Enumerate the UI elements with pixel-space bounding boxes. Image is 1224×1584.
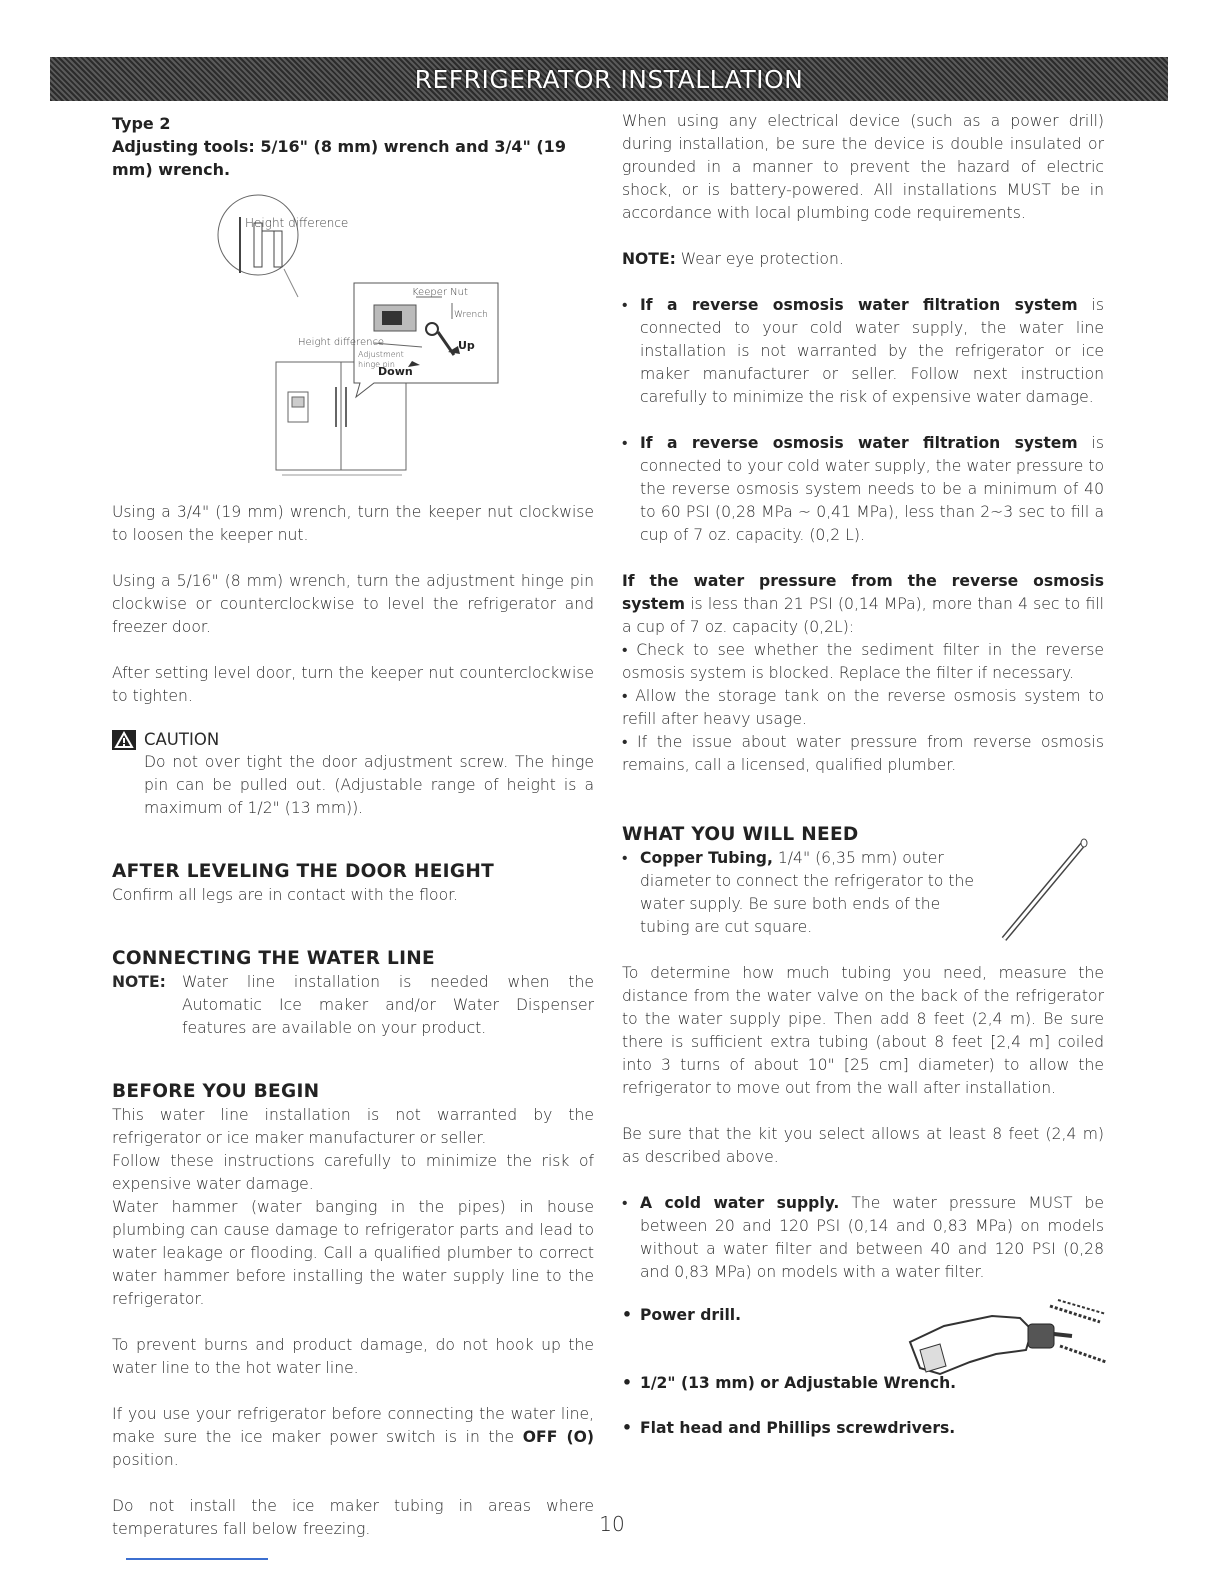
footer-divider bbox=[126, 1558, 268, 1560]
ro1-bold: If a reverse osmosis water filtration system bbox=[640, 296, 1078, 314]
power-drill-icon bbox=[900, 1296, 1110, 1378]
off-text-a: If you use your refrigerator before connecting the water line, make sure the ice maker power switch is in the bbox=[112, 1405, 594, 1446]
down-label: Down bbox=[378, 365, 413, 378]
electrical-paragraph: When using any electrical device (such as a power drill) during installation, be sure the device is double insulated or grounded in a manner to prevent the hazard of electric shock, or is battery-powered. All installations MUST be in accordance with local plumbing code requirements. bbox=[622, 112, 1104, 222]
ro2-bold: If a reverse osmosis water filtration system bbox=[640, 434, 1078, 452]
ro-warranty-bullet bbox=[622, 294, 1104, 409]
cold-water-bullet bbox=[622, 1192, 1104, 1284]
caution-block bbox=[112, 728, 594, 820]
low-pressure-paragraph bbox=[622, 570, 1104, 639]
eye-protection-note bbox=[622, 248, 1104, 271]
freezing-paragraph: Do not install the ice maker tubing in areas where temperatures fall below freezing. bbox=[112, 1497, 594, 1538]
off-text-c: position. bbox=[112, 1451, 179, 1469]
before-line-2: Follow these instructions carefully to minimize the risk of expensive water damage. bbox=[112, 1152, 594, 1193]
kit-paragraph: Be sure that the kit you select allows at least 8 feet (2,4 m) as described above. bbox=[622, 1125, 1104, 1166]
adjustment-label: Adjustment bbox=[358, 350, 404, 359]
before-you-begin-heading: BEFORE YOU BEGIN bbox=[112, 1081, 320, 1102]
type-label: Type 2 bbox=[112, 114, 171, 133]
pressure-text: is less than 21 PSI (0,14 MPa), more than 4 sec to fill a cup of 7 oz. capacity (0,2L): bbox=[622, 595, 1104, 636]
caution-text: Do not over tight the door adjustment screw. The hinge pin can be pulled out. (Adjustable range of height is a maximum of 1/2" (13 mm)). bbox=[144, 753, 594, 817]
cold-text: The water pressure MUST be between 20 and 120 PSI (0,14 and 0,83 MPa) on models without a water filter and between 40 and 120 PSI (0,28 and 0,83 MPa) on models with a water filter. bbox=[640, 1194, 1104, 1281]
page-number: 10 bbox=[599, 1512, 625, 1536]
power-drill-bullet: • Power drill. bbox=[622, 1304, 1104, 1327]
keeper-nut-paragraph: Using a 3/4" (19 mm) wrench, turn the keeper nut clockwise to loosen the keeper nut. bbox=[112, 503, 594, 544]
tighten-paragraph: After setting level door, turn the keeper nut counterclockwise to tighten. bbox=[112, 664, 594, 705]
note-label-right: NOTE: bbox=[622, 250, 676, 268]
page-title: REFRIGERATOR INSTALLATION bbox=[414, 64, 804, 94]
what-you-will-need-heading: WHAT YOU WILL NEED bbox=[622, 824, 859, 845]
off-text-b: OFF (O) bbox=[522, 1428, 594, 1446]
warning-icon bbox=[112, 730, 136, 750]
hinge-pin-label: hinge pin bbox=[358, 360, 395, 369]
screwdrivers-bullet: • Flat head and Phillips screwdrivers. bbox=[622, 1417, 1104, 1440]
connecting-water-line-heading: CONNECTING THE WATER LINE bbox=[112, 948, 435, 969]
keeper-nut-label: Keeper Nut bbox=[412, 287, 468, 298]
cold-bold: A cold water supply. bbox=[640, 1194, 840, 1212]
determine-length-paragraph: To determine how much tubing you need, measure the distance from the water valve on the back of the refrigerator to the water supply pipe. Then add 8 feet (2,4 m). Be sure there is sufficient extra tubing (about 8 feet [2,4 m] coiled into 3 turns of about 10" [25 cm] diameter) to allow the refrigerator to move out from the wall after installation. bbox=[622, 964, 1104, 1097]
left-column bbox=[112, 112, 594, 1541]
door-adjustment-figure bbox=[112, 187, 594, 487]
before-line-1: This water line installation is not warranted by the refrigerator or ice maker manufacturer or seller. bbox=[112, 1106, 594, 1147]
height-difference-label-top: Height difference bbox=[245, 216, 349, 230]
before-line-3: Water hammer (water banging in the pipes) in house plumbing can cause damage to refrigerator parts and lead to water leakage or flooding. Call a qualified plumber to correct water hammer before installing the water supply line to the refrigerator. bbox=[112, 1198, 594, 1308]
copper-tubing-block bbox=[622, 847, 1104, 939]
burns-paragraph: To prevent burns and product damage, do not hook up the water line to the hot water line. bbox=[112, 1336, 594, 1377]
right-column bbox=[622, 110, 1104, 1440]
note-text: Water line installation is needed when the Automatic Ice maker and/or Water Dispenser features are available on your product. bbox=[182, 973, 594, 1037]
tools-label: Adjusting tools: 5/16" (8 mm) wrench and 3/4" (19 mm) wrench. bbox=[112, 137, 566, 179]
check-item-3: • If the issue about water pressure from reverse osmosis remains, call a licensed, qualified plumber. bbox=[622, 733, 1104, 774]
wrench-bullet: • 1/2" (13 mm) or Adjustable Wrench. bbox=[622, 1372, 1104, 1395]
copper-tubing-bullet bbox=[622, 847, 982, 939]
check-item-2: • Allow the storage tank on the reverse osmosis system to refill after heavy usage. bbox=[622, 687, 1104, 728]
copper-tubing-icon bbox=[996, 835, 1092, 947]
ro-pressure-bullet bbox=[622, 432, 1104, 547]
off-position-paragraph bbox=[112, 1403, 594, 1472]
connecting-note bbox=[112, 971, 594, 1040]
caution-label: CAUTION bbox=[144, 730, 220, 749]
note-label: NOTE: bbox=[112, 973, 166, 991]
ro2-text: is connected to your cold water supply, the water pressure to the reverse osmosis system needs to be a minimum of 40 to 60 PSI (0,28 MPa ~ 0,41 MPa), less than 2~3 sec to fill a cup of 7 oz. capacity. (0,2 L). bbox=[640, 434, 1104, 544]
copper-text: 1/4" (6,35 mm) outer diameter to connect the refrigerator to the water supply. Be sure both ends of the tubing are cut square. bbox=[640, 849, 974, 936]
power-drill-block bbox=[622, 1304, 1104, 1368]
header-bar bbox=[50, 57, 1168, 101]
note-text-right: Wear eye protection. bbox=[675, 250, 844, 268]
caution-heading bbox=[112, 728, 594, 751]
hinge-pin-paragraph: Using a 5/16" (8 mm) wrench, turn the adjustment hinge pin clockwise or counterclockwise to level the refrigerator and freezer door. bbox=[112, 572, 594, 636]
after-leveling-text: Confirm all legs are in contact with the floor. bbox=[112, 886, 459, 904]
after-leveling-heading: AFTER LEVELING THE DOOR HEIGHT bbox=[112, 861, 495, 882]
up-label: Up bbox=[458, 339, 475, 352]
refrigerator-diagram bbox=[112, 187, 594, 487]
height-difference-label-mid: Height difference bbox=[298, 337, 385, 348]
check-item-1: • Check to see whether the sediment filter in the reverse osmosis system is blocked. Replace the filter if necessary. bbox=[622, 641, 1104, 682]
wrench-label: Wrench bbox=[454, 310, 488, 320]
ro1-text: is connected to your cold water supply, the water line installation is not warranted by the refrigerator or ice maker manufacturer or seller. Follow next instruction carefully to minimize the risk of expensive water damage. bbox=[640, 296, 1104, 406]
copper-bold: Copper Tubing, bbox=[640, 849, 773, 867]
pressure-bold: If the water pressure from the reverse osmosis system bbox=[622, 572, 1104, 613]
